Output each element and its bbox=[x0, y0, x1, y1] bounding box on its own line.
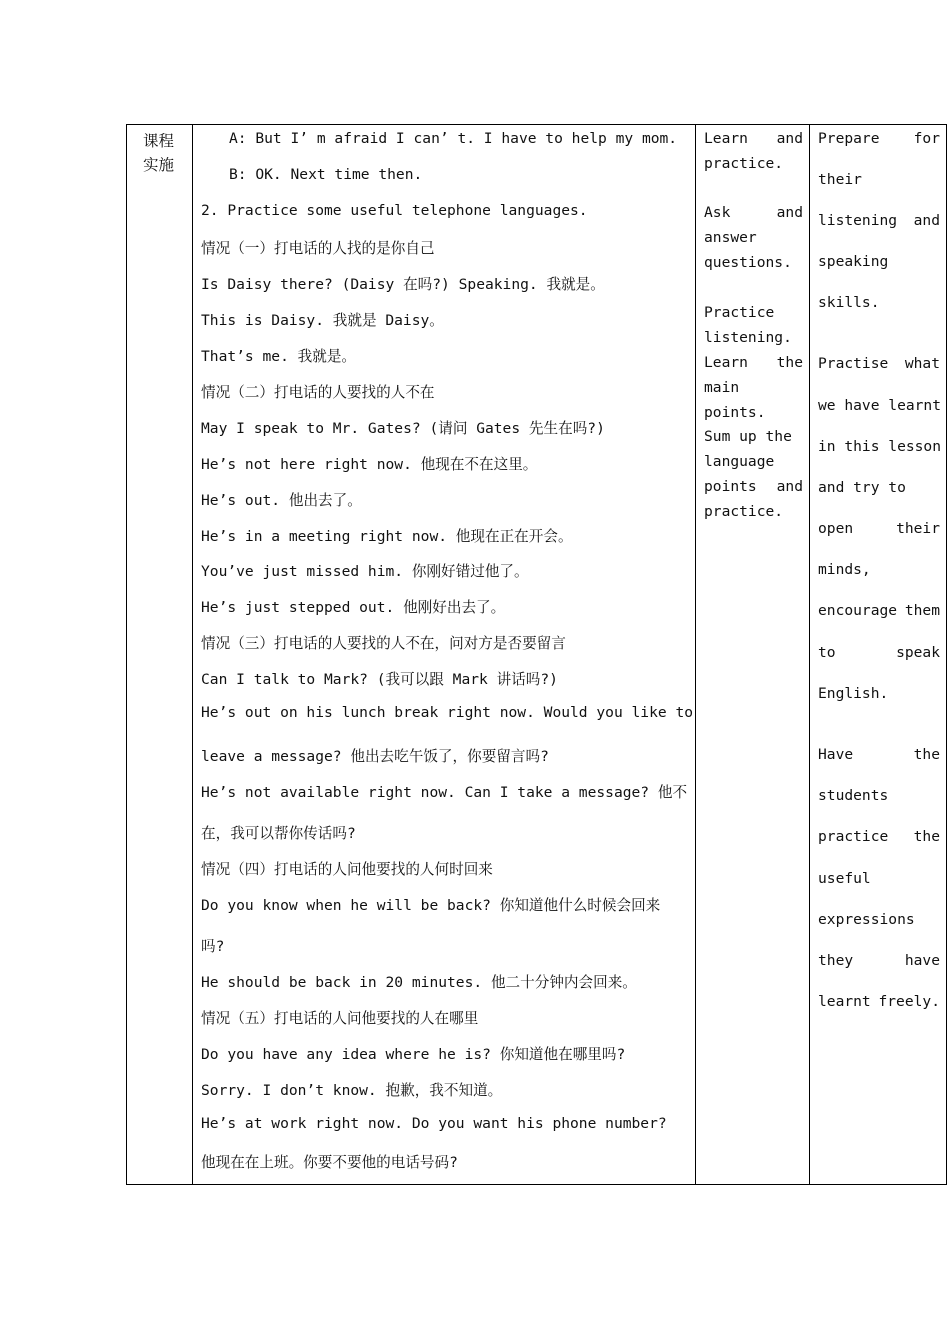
phrase-line: 吗? bbox=[201, 938, 225, 955]
phrase-line: leave a message? 他出去吃午饭了，你要留言吗? bbox=[201, 748, 549, 765]
activity-line: points. bbox=[704, 404, 766, 421]
purpose-line: Practise what bbox=[818, 355, 940, 372]
situation-heading: 情况（一）打电话的人找的是你自己 bbox=[201, 240, 435, 257]
phrase-line: He should be back in 20 minutes. 他二十分钟内会回来。 bbox=[201, 974, 637, 991]
situation-heading: 情况（五）打电话的人问他要找的人在哪里 bbox=[201, 1010, 479, 1027]
stage-column bbox=[127, 125, 193, 1184]
phrase-line: Do you know when he will be back? 你知道他什么时候会回来 bbox=[201, 897, 661, 914]
phrase-line: May I speak to Mr. Gates? (请问 Gates 先生在吗?) bbox=[201, 420, 605, 437]
purpose-line: students bbox=[818, 787, 889, 804]
purpose-line: encourage them bbox=[818, 602, 940, 619]
purpose-line: expressions bbox=[818, 911, 915, 928]
purpose-column bbox=[810, 125, 946, 1184]
activity-line: practice. bbox=[704, 155, 784, 172]
activity-line: questions. bbox=[704, 254, 792, 271]
purpose-line: in this lesson bbox=[818, 438, 942, 455]
phrase-line: Do you have any idea where he is? 你知道他在哪里吗? bbox=[201, 1046, 626, 1063]
phrase-line: He’s out on his lunch break right now. Would you like to bbox=[201, 704, 694, 721]
phrase-line: 他现在在上班。你要不要他的电话号码? bbox=[201, 1154, 458, 1171]
phrase-line: That’s me. 我就是。 bbox=[201, 348, 357, 365]
activity-line: Learn the bbox=[704, 354, 803, 371]
purpose-line: and try to bbox=[818, 479, 906, 496]
phrase-line: He’s not available right now. Can I take a message? 他不 bbox=[201, 784, 688, 801]
activity-line: Practice bbox=[704, 304, 775, 321]
purpose-line: minds, bbox=[818, 561, 871, 578]
phrase-line: He’s in a meeting right now. 他现在正在开会。 bbox=[201, 528, 573, 545]
purpose-line: to speak bbox=[818, 644, 940, 661]
activity-line: Ask and bbox=[704, 204, 803, 221]
activity-line: Sum up the bbox=[704, 428, 792, 445]
phrase-line: Is Daisy there? (Daisy 在吗?) Speaking. 我就是。 bbox=[201, 276, 605, 293]
activity-line: main bbox=[704, 379, 740, 396]
stage-label-line: 课程 bbox=[143, 132, 175, 150]
situation-heading: 情况（二）打电话的人要找的人不在 bbox=[201, 384, 435, 401]
purpose-line: Prepare for bbox=[818, 130, 940, 147]
purpose-line: open their bbox=[818, 520, 940, 537]
dialogue-line: A: But I’ m afraid I can’ t. I have to help my mom. bbox=[229, 130, 678, 147]
purpose-line: useful bbox=[818, 870, 871, 887]
phrase-line: Can I talk to Mark? (我可以跟 Mark 讲话吗?) bbox=[201, 671, 558, 688]
activity-line: listening. bbox=[704, 329, 792, 346]
phrase-line: He’s at work right now. Do you want his phone number? bbox=[201, 1115, 667, 1132]
content-column bbox=[193, 125, 696, 1184]
purpose-line: listening and bbox=[818, 212, 940, 229]
phrase-line: He’s just stepped out. 他刚好出去了。 bbox=[201, 599, 506, 616]
lesson-table bbox=[126, 124, 947, 1185]
stage-label bbox=[143, 129, 174, 177]
phrase-line: You’ve just missed him. 你刚好错过他了。 bbox=[201, 563, 529, 580]
activity-line: Learn and bbox=[704, 130, 803, 147]
phrase-line: This is Daisy. 我就是 Daisy。 bbox=[201, 312, 444, 329]
stage-label-line: 实施 bbox=[143, 156, 175, 174]
phrase-line: He’s out. 他出去了。 bbox=[201, 492, 362, 509]
activity-line: answer bbox=[704, 229, 757, 246]
activity-line: points and bbox=[704, 478, 803, 495]
purpose-line: learnt freely. bbox=[818, 993, 940, 1010]
purpose-line: practice the bbox=[818, 828, 940, 845]
phrase-line: He’s not here right now. 他现在不在这里。 bbox=[201, 456, 538, 473]
purpose-line: skills. bbox=[818, 294, 880, 311]
purpose-line: Have the bbox=[818, 746, 940, 763]
purpose-line: speaking bbox=[818, 253, 889, 270]
phrase-line: 在，我可以帮你传话吗? bbox=[201, 825, 356, 842]
activity-line: practice. bbox=[704, 503, 784, 520]
situation-heading: 情况（三）打电话的人要找的人不在，问对方是否要留言 bbox=[201, 635, 566, 652]
section-heading: 2. Practice some useful telephone languages. bbox=[201, 202, 588, 219]
situation-heading: 情况（四）打电话的人问他要找的人何时回来 bbox=[201, 861, 493, 878]
purpose-line: we have learnt bbox=[818, 397, 942, 414]
purpose-line: they have bbox=[818, 952, 940, 969]
phrase-line: Sorry. I don’t know. 抱歉，我不知道。 bbox=[201, 1082, 503, 1099]
purpose-line: their bbox=[818, 171, 862, 188]
purpose-line: English. bbox=[818, 685, 889, 702]
activity-line: language bbox=[704, 453, 775, 470]
activity-column bbox=[696, 125, 810, 1184]
dialogue-line: B: OK. Next time then. bbox=[229, 166, 423, 183]
